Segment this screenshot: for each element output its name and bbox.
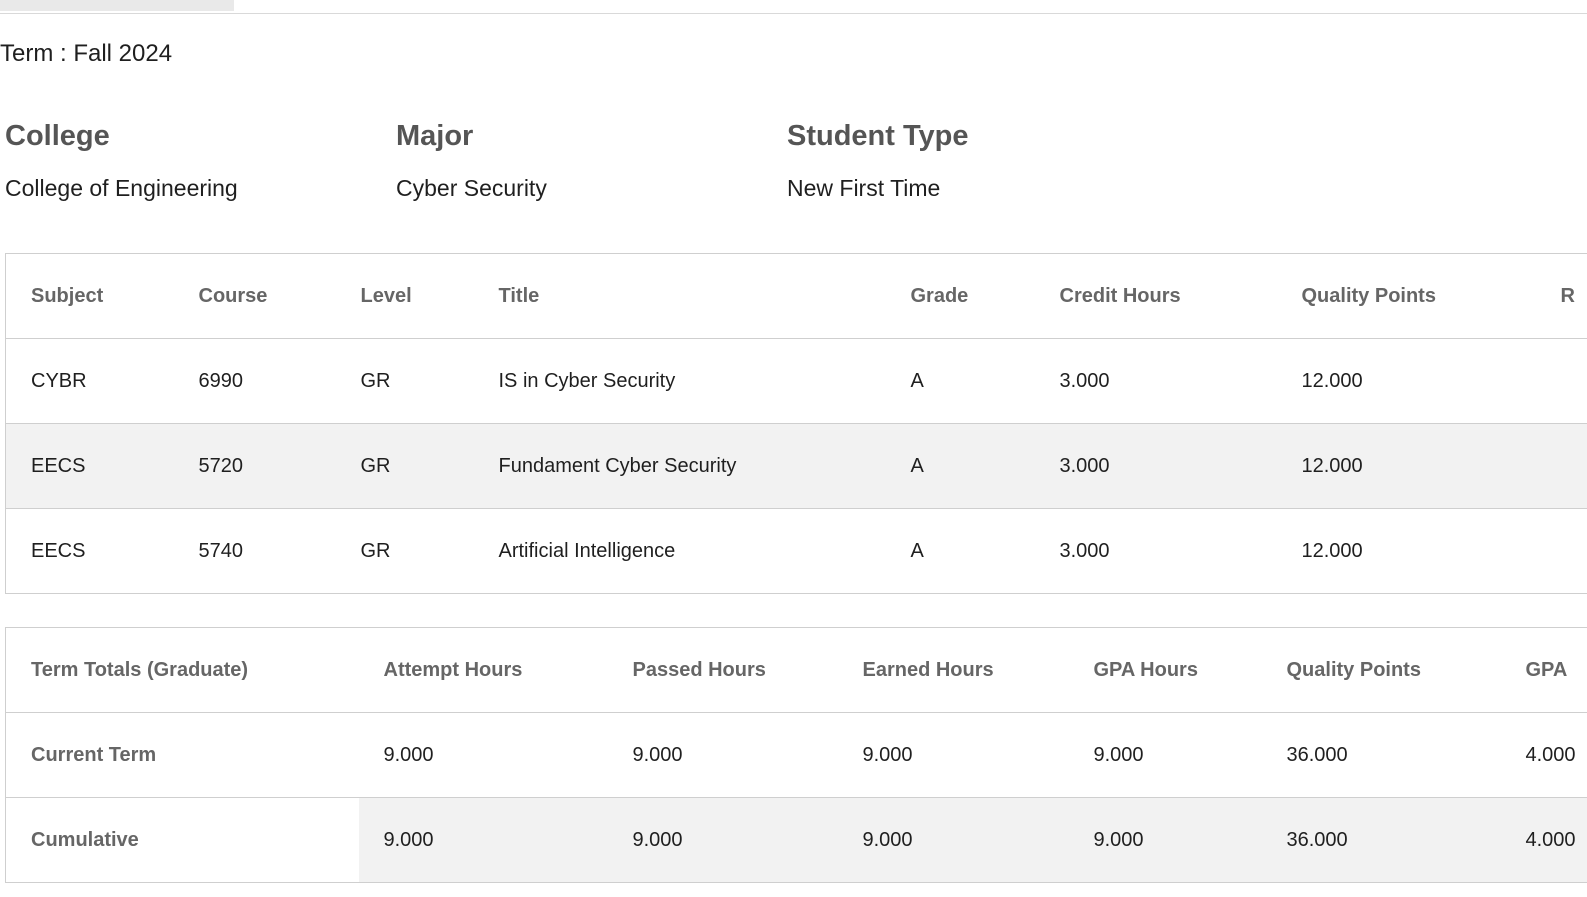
cell-passed-hours: 9.000	[608, 798, 838, 883]
cell-gpa: 4.000	[1501, 798, 1587, 883]
col-quality-points: Quality Points	[1301, 284, 1436, 307]
term-totals-table	[5, 627, 1587, 883]
cell-title: Fundament Cyber Security	[498, 454, 737, 477]
cell-grade: A	[910, 454, 924, 477]
student-type-block	[787, 120, 969, 202]
top-tab[interactable]	[0, 0, 234, 11]
table-row	[6, 424, 1587, 509]
cell-title: Artificial Intelligence	[498, 539, 676, 562]
cell-truncated	[1536, 424, 1587, 509]
cell-grade: A	[910, 539, 924, 562]
major-block	[396, 120, 547, 202]
term-heading: Term : Fall 2024	[0, 40, 173, 67]
col-level: Level	[360, 284, 412, 307]
col-subject: Subject	[31, 284, 104, 307]
cell-quality-points: 12.000	[1301, 454, 1363, 477]
college-value: College of Engineering	[5, 175, 238, 201]
cell-quality-points: 12.000	[1301, 539, 1363, 562]
student-type-label: Student Type	[787, 120, 969, 152]
col-gpa: GPA	[1525, 658, 1568, 681]
cell-subject: EECS	[31, 454, 86, 477]
cell-subject: EECS	[31, 539, 86, 562]
cell-course: 5720	[198, 454, 243, 477]
col-title: Title	[498, 284, 540, 307]
course-table-header	[6, 254, 1587, 339]
cell-gpa: 4.000	[1525, 743, 1576, 766]
student-type-value: New First Time	[787, 175, 941, 201]
totals-table-header	[6, 628, 1587, 713]
table-row	[6, 509, 1587, 594]
col-attempt-hours: Attempt Hours	[383, 658, 523, 681]
cell-level: GR	[360, 454, 391, 477]
course-table	[5, 253, 1587, 594]
college-label: College	[5, 120, 110, 152]
cell-truncated	[1536, 509, 1587, 594]
cell-level: GR	[360, 369, 391, 392]
cell-truncated	[1536, 339, 1587, 424]
table-row	[6, 713, 1587, 798]
col-gpa-hours: GPA Hours	[1093, 658, 1198, 681]
cell-level: GR	[360, 539, 391, 562]
cell-course: 6990	[198, 369, 243, 392]
cell-earned-hours: 9.000	[838, 798, 1069, 883]
cell-attempt-hours: 9.000	[383, 743, 434, 766]
table-row	[6, 339, 1587, 424]
cell-earned-hours: 9.000	[862, 743, 913, 766]
cell-quality-points: 12.000	[1301, 369, 1363, 392]
col-term-totals: Term Totals (Graduate)	[31, 658, 249, 681]
cell-quality-points: 36.000	[1286, 743, 1348, 766]
divider	[0, 13, 1587, 14]
col-earned-hours: Earned Hours	[862, 658, 994, 681]
row-label-cumulative: Cumulative	[31, 828, 139, 851]
college-block	[5, 120, 238, 202]
cell-passed-hours: 9.000	[632, 743, 683, 766]
row-label-current-term: Current Term	[31, 743, 157, 766]
col-passed-hours: Passed Hours	[632, 658, 766, 681]
table-row	[6, 798, 1587, 883]
col-grade: Grade	[910, 284, 969, 307]
major-value: Cyber Security	[396, 175, 547, 201]
cell-subject: CYBR	[31, 369, 87, 392]
col-course: Course	[198, 284, 268, 307]
cell-quality-points: 36.000	[1262, 798, 1501, 883]
cell-course: 5740	[198, 539, 243, 562]
cell-gpa-hours: 9.000	[1093, 743, 1144, 766]
cell-attempt-hours: 9.000	[359, 798, 608, 883]
col-truncated: R	[1560, 284, 1575, 307]
cell-title: IS in Cyber Security	[498, 369, 676, 392]
major-label: Major	[396, 120, 474, 152]
col-quality-points: Quality Points	[1286, 658, 1421, 681]
cell-grade: A	[910, 369, 924, 392]
col-credit-hours: Credit Hours	[1059, 284, 1181, 307]
cell-credit-hours: 3.000	[1059, 539, 1110, 562]
cell-gpa-hours: 9.000	[1069, 798, 1262, 883]
cell-credit-hours: 3.000	[1059, 454, 1110, 477]
cell-credit-hours: 3.000	[1059, 369, 1110, 392]
